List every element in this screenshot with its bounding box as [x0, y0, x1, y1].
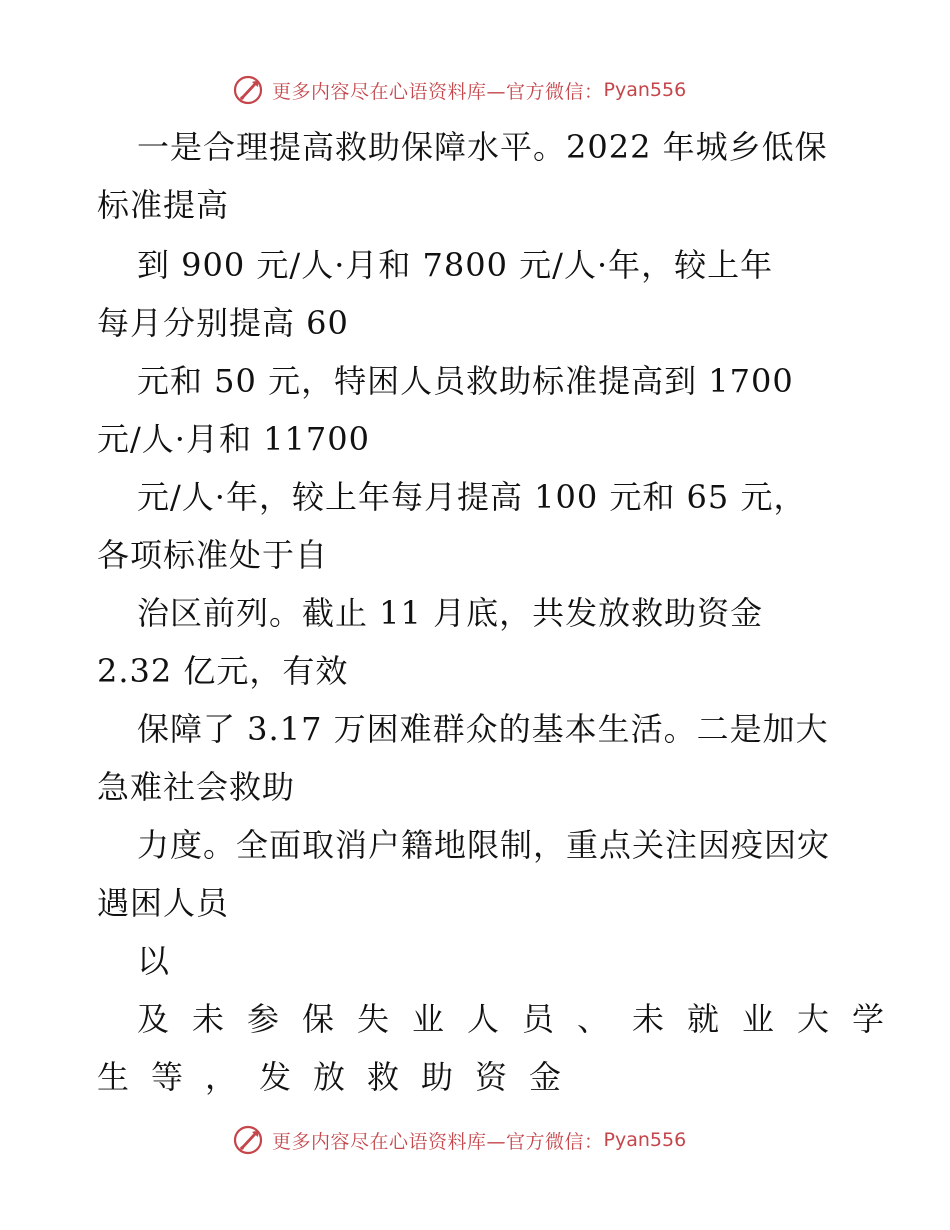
- text-line: 保障了 3.17 万困难群众的基本生活。二是加大: [137, 710, 829, 748]
- footer-watermark: [232, 1122, 686, 1158]
- wechat-id: Pyan556: [603, 1129, 687, 1151]
- text-line: 一是合理提高救助保障水平。2022 年城乡低保: [137, 128, 828, 166]
- text-line: 到 900 元/人·月和 7800 元/人·年，较上年: [137, 246, 774, 284]
- text-line: 遇困人员: [97, 884, 230, 922]
- header-watermark: [232, 72, 686, 108]
- text-line: 及未参保失业人员、未就业大学: [137, 1000, 908, 1038]
- text-line: 治区前列。截止 11 月底，共发放救助资金: [137, 594, 764, 632]
- watermark-text: 更多内容尽在心语资料库—官方微信：: [272, 80, 604, 103]
- text-line: 急难社会救助: [97, 768, 296, 806]
- text-line: 各项标准处于自: [97, 536, 329, 574]
- text-line: 生等，发放救助资金: [97, 1058, 584, 1096]
- text-line: 力度。全面取消户籍地限制，重点关注因疫因灾: [137, 826, 831, 864]
- text-line: 元和 50 元，特困人员救助标准提高到 1700: [137, 362, 794, 400]
- text-line: 以: [137, 942, 171, 980]
- quill-pen-circle-icon: [232, 74, 264, 106]
- text-line: 元/人·月和 11700: [97, 420, 370, 458]
- watermark-text: 更多内容尽在心语资料库—官方微信：: [272, 1130, 604, 1153]
- text-line: 元/人·年，较上年每月提高 100 元和 65 元，: [137, 478, 807, 516]
- text-line: 2.32 亿元，有效: [97, 652, 349, 690]
- text-line: 每月分别提高 60: [97, 304, 349, 342]
- quill-pen-circle-icon: [232, 1124, 264, 1156]
- text-line: 标准提高: [97, 186, 230, 224]
- wechat-id: Pyan556: [603, 79, 687, 101]
